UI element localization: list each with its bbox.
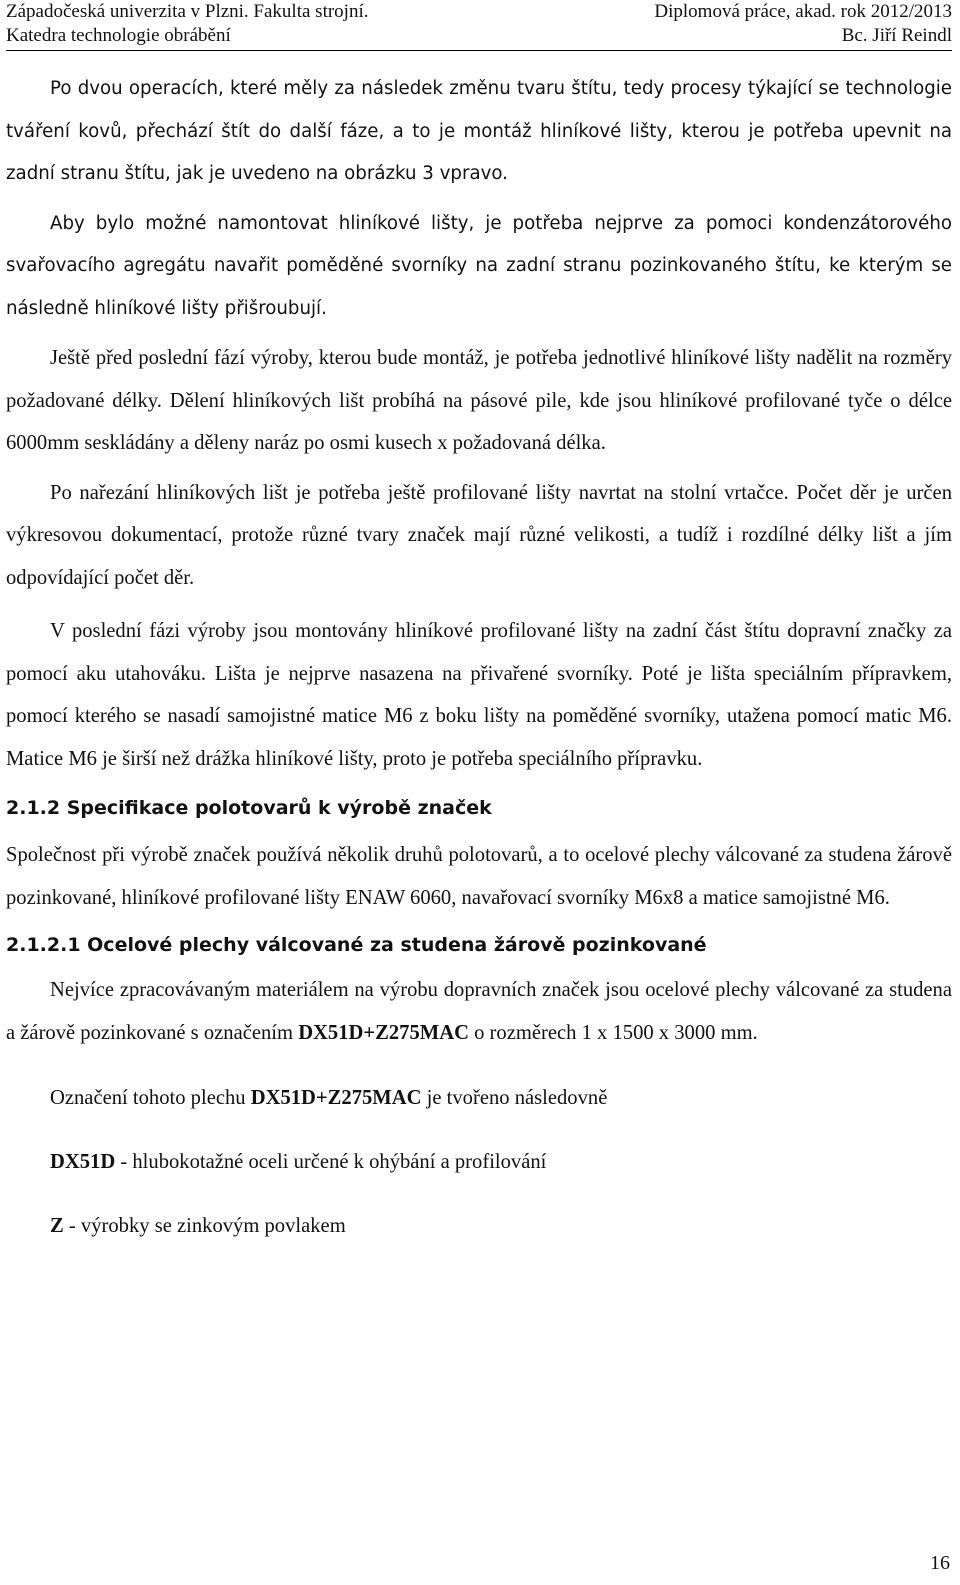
section-heading: 2.1.2 Specifikace polotovarů k výrobě značek: [6, 797, 492, 819]
page-content: [6, 68, 952, 1240]
header-department: Katedra technologie obrábění: [6, 25, 231, 46]
definition-term: Z: [50, 1215, 64, 1237]
definition-term: DX51D: [50, 1151, 116, 1173]
subsection-text-after: o rozměrech 1 x 1500 x 3000 mm.: [468, 1021, 758, 1044]
definition-desc: - hlubokotažné oceli určené k ohýbání a profilování: [115, 1151, 547, 1173]
subsection-text-before: Nejvíce zpracovávaným materiálem na výrobu dopravních značek jsou ocelové plechy válcované za studena a žárově pozinkované s označením: [6, 979, 952, 1044]
definition-item: [6, 1212, 952, 1240]
header-row-2: [6, 24, 952, 48]
section-paragraph: Společnost při výrobě značek používá několik druhů polotovarů, a to ocelové plechy válcované za studena žárově pozinkované, hliníkové profilované lišty ENAW 6060, navařovací svorníky M6x8 a matice samojistné M6.: [6, 844, 952, 909]
designation-after: je tvořeno následovně: [421, 1087, 608, 1109]
paragraph-1: Po dvou operacích, které měly za následek změnu tvaru štítu, tedy procesy týkající se technologie tváření kovů, přechází štít do další fáze, a to je montáž hliníkové lišty, kterou je potřeba upevnit na zadní stranu štítu, jak je uvedeno na obrázku 3 vpravo.: [6, 78, 952, 184]
page-header: [6, 0, 952, 51]
designation-before: Označení tohoto plechu: [50, 1087, 251, 1109]
definition-desc: - výrobky se zinkovým povlakem: [63, 1215, 346, 1237]
header-row-1: [6, 0, 952, 24]
header-author: Bc. Jiří Reindl: [841, 25, 952, 46]
material-code: DX51D+Z275MAC: [298, 1021, 469, 1044]
paragraph-3: Ještě před poslední fází výroby, kterou bude montáž, je potřeba jednotlivé hliníkové lišty nadělit na rozměry požadované délky. Dělení hliníkových lišt probíhá na pásové pile, kde jsou hliníkové profilované tyče o délce 6000mm seskládány a děleny naráz po osmi kusech x požadovaná délka.: [6, 347, 952, 454]
header-university: Západočeská univerzita v Plzni. Fakulta strojní.: [6, 1, 369, 22]
subsection-paragraph: [6, 969, 952, 1054]
paragraph-4: Po nařezání hliníkových lišt je potřeba ještě profilované lišty navrtat na stolní vrtačce. Počet děr je určen výkresovou dokumentací, protože různé tvary značek mají různé velikosti, a tudíž i rozdílné délky lišt a jím odpovídající počet děr.: [6, 481, 952, 589]
designation-code: DX51D+Z275MAC: [250, 1087, 422, 1109]
header-thesis-info: Diplomová práce, akad. rok 2012/2013: [654, 1, 952, 22]
subsection-heading: 2.1.2.1 Ocelové plechy válcované za studena žárově pozinkované: [6, 934, 707, 956]
paragraph-5: V poslední fázi výroby jsou montovány hliníkové profilované lišty na zadní část štítu dopravní značky za pomocí aku utahováku. Lišta je nejprve nasazena na přivařené svorníky. Poté je lišta speciálním přípravkem, pomocí kterého se nasadí samojistné matice M6 z boku lišty na poměděné svorníky, utažena pomocí matic M6. Matice M6 je širší než drážka hliníkové lišty, proto je potřeba speciálního přípravku.: [6, 620, 952, 770]
paragraph-2: Aby bylo možné namontovat hliníkové lišty, je potřeba nejprve za pomoci kondenzátorového svařovacího agregátu navařit poměděné svorníky na zadní stranu pozinkovaného štítu, ke kterým se následně hliníkové lišty přišroubují.: [6, 212, 952, 319]
designation-line: [6, 1084, 952, 1112]
definition-item: [6, 1148, 952, 1176]
page-number: 16: [930, 1552, 950, 1574]
